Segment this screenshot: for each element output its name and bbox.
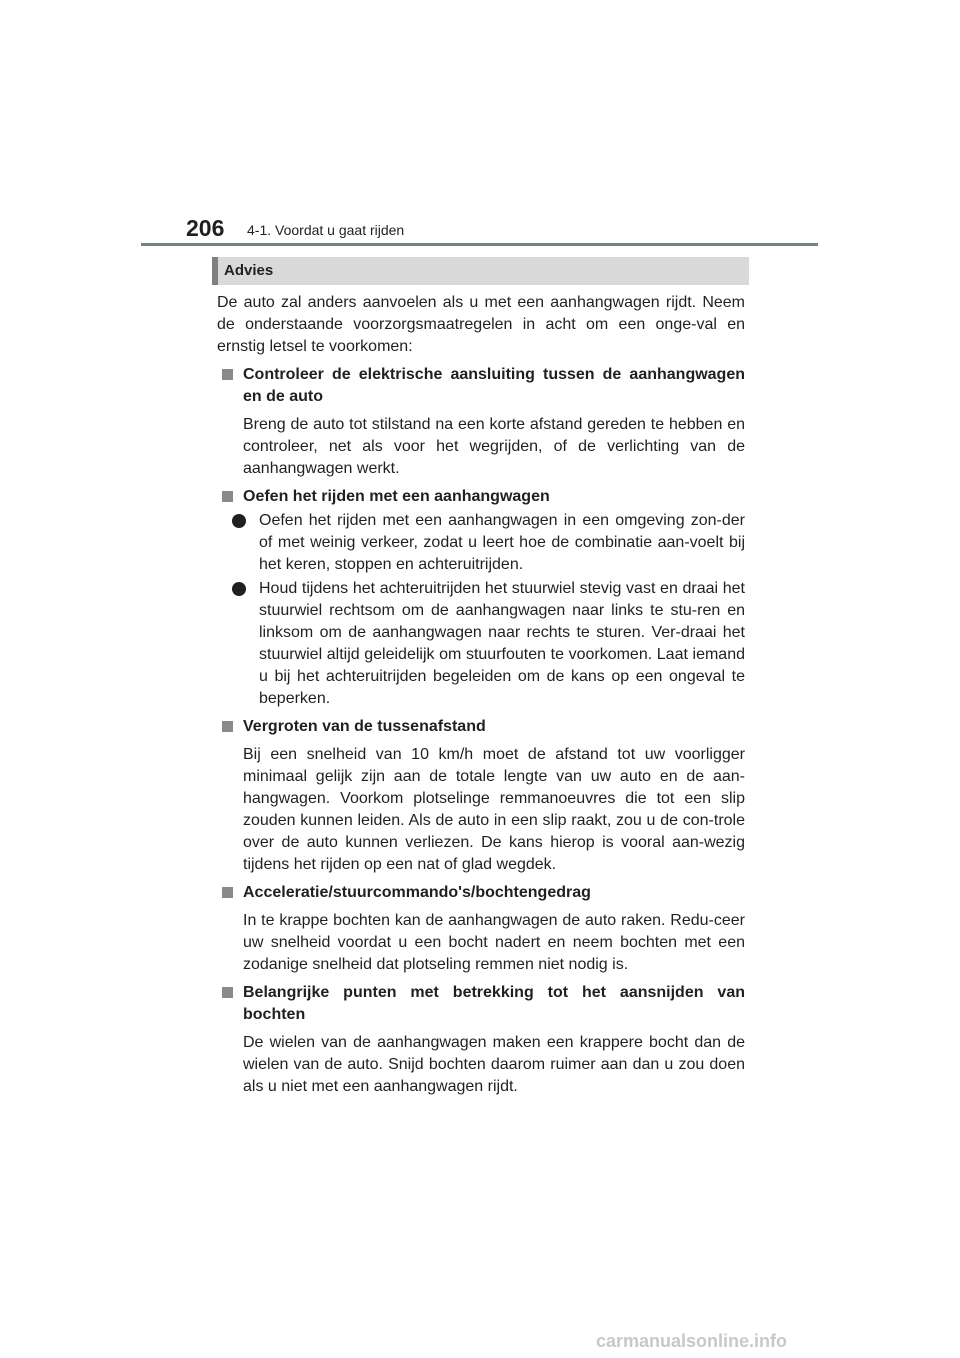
- watermark: carmanualsonline.info: [596, 1331, 788, 1351]
- advice-bullet: [243, 578, 745, 710]
- advice-bar-stripe: [212, 257, 218, 285]
- advice-bullet-text: Houd tijdens het achteruitrijden het stuurwiel stevig vast en draai het stuurwiel rechtsom om de aanhangwagen naar links te stu-ren en linksom om de aanhangwagen naar rechts te sturen. Ver-draai het stuurwiel altijd geleidelijk om stuurfouten te voorkomen. Laat iemand u bij het achteruitrijden begeleiden om de kans op een ongeval te beperken.: [259, 580, 745, 707]
- square-bullet-icon: [222, 721, 233, 732]
- advice-bullet-text: Oefen het rijden met een aanhangwagen in een omgeving zon-der of met weinig verkeer, zodat u leert hoe de combinatie aan-voelt bij het keren, stoppen en achteruitrijden.: [259, 512, 745, 573]
- advice-item: [217, 486, 745, 710]
- square-bullet-icon: [222, 987, 233, 998]
- advice-bullet: [243, 510, 745, 576]
- advice-item-body: De wielen van de aanhangwagen maken een krappere bocht dan de wielen van de auto. Snijd bochten daarom ruimer aan dan u zou doen als u niet met een aanhangwagen rijdt.: [243, 1034, 745, 1095]
- advice-item: [217, 882, 745, 976]
- advice-item-title: Belangrijke punten met betrekking tot het aansnijden van bochten: [243, 984, 745, 1023]
- round-bullet-icon: [232, 582, 246, 596]
- square-bullet-icon: [222, 887, 233, 898]
- square-bullet-icon: [222, 369, 233, 380]
- advice-item: [217, 364, 745, 480]
- advice-item-title: Controleer de elektrische aansluiting tussen de aanhangwagen en de auto: [243, 366, 745, 405]
- header-divider: [141, 243, 818, 246]
- advice-item-body: In te krappe bochten kan de aanhangwagen de auto raken. Redu-ceer uw snelheid voordat u een bocht nadert en neem bochten met een zodanige snelheid dat plotseling remmen niet nodig is.: [243, 912, 745, 973]
- advice-content: [217, 292, 745, 1098]
- advice-item-body: Bij een snelheid van 10 km/h moet de afstand tot uw voorligger minimaal gelijk zijn aan de totale lengte van uw auto en de aan-hangwagen. Voorkom plotselinge remmanoeuvres die tot een slip zouden kunnen leiden. Als de auto in een slip raakt, zou u de con-trole over de auto kunnen verliezen. De kans hierop is vooral aan-wezig tijdens het rijden op een nat of glad wegdek.: [243, 746, 745, 873]
- advice-intro: De auto zal anders aanvoelen als u met een aanhangwagen rijdt. Neem de onderstaande voorzorgsmaatregelen in acht om een onge-val en ernstig letsel te voorkomen:: [217, 294, 745, 355]
- square-bullet-icon: [222, 491, 233, 502]
- advice-item-body: Breng de auto tot stilstand na een korte afstand gereden te hebben en controleer, net als voor het wegrijden, of de verlichting van de aanhangwagen werkt.: [243, 416, 745, 477]
- page-number: 206: [186, 215, 225, 241]
- advice-heading: Advies: [224, 262, 274, 279]
- section-title: 4-1. Voordat u gaat rijden: [247, 222, 405, 238]
- advice-item-title: Acceleratie/stuurcommando's/bochtengedrag: [243, 884, 591, 901]
- advice-item-title: Oefen het rijden met een aanhangwagen: [243, 488, 550, 505]
- advice-heading-bar: [212, 257, 749, 285]
- advice-item-title: Vergroten van de tussenafstand: [243, 718, 486, 735]
- advice-item: [217, 716, 745, 876]
- round-bullet-icon: [232, 514, 246, 528]
- advice-item: [217, 982, 745, 1098]
